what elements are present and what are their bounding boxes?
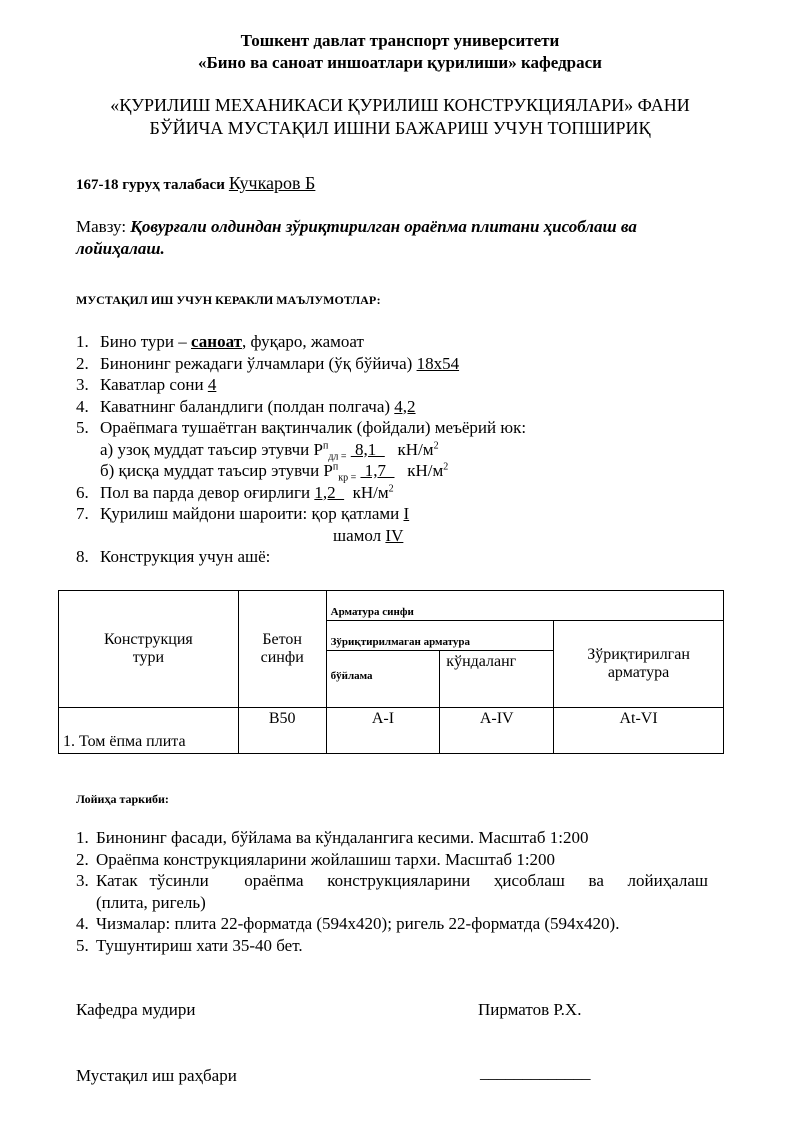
item-text-line2: (плита, ригель) (96, 892, 206, 912)
university-name: Тошкент давлат транспорт университети (240, 31, 560, 50)
short-term-load-value: 1,7 (360, 461, 395, 480)
floor-partition-load-value: 1,2 (314, 482, 345, 502)
item-number: 3. (76, 375, 89, 394)
student-name: Кучкаров Б (228, 173, 316, 193)
requirement-item-7b (76, 525, 716, 547)
header-transverse: кўндаланг (440, 651, 554, 708)
document-title-line2: БЎЙИЧА МУСТАҚИЛ ИШНИ БАЖАРИШ УЧУН ТОПШИРИҚ (149, 118, 651, 138)
header-rebar-class: Арматура синфи (326, 591, 723, 621)
materials-table (58, 590, 724, 754)
superscript: п (332, 461, 339, 473)
item-number: 3. (76, 871, 89, 890)
item-number: 6. (76, 482, 89, 502)
topic-label: Мавзу: (76, 217, 127, 236)
requirement-item-5b (76, 460, 716, 482)
row-concrete-class: В50 (238, 708, 326, 754)
supervisor-label: Мустақил иш раҳбари (76, 1066, 237, 1085)
requirement-item-5 (76, 417, 716, 439)
item-text: Бинонинг режадаги ўлчамлари (ўқ бўйича) (100, 353, 417, 373)
item-text: Каватнинг баландлиги (полдан полгача) (100, 396, 395, 416)
item-text-line1: Катак тўсинли ораёпма конструкцияларини ҳисоблаш ва лойиҳалаш (96, 871, 708, 890)
item-text: Бинонинг фасади, бўйлама ва кўндалангига кесими. Масштаб 1:200 (96, 828, 589, 847)
requirement-item-7 (76, 503, 716, 525)
item-text: Каватлар сони (100, 375, 208, 394)
head-of-department-label: Кафедра мудири (76, 1000, 196, 1019)
requirements-heading: МУСТАҚИЛ ИШ УЧУН КЕРАКЛИ МАЪЛУМОТЛАР: (76, 293, 381, 307)
row-longitudinal-rebar: А-I (326, 708, 440, 754)
unit: кН/м (407, 461, 444, 480)
item-text: шамол (333, 525, 386, 545)
item-number: 7. (76, 504, 89, 523)
item-text: Ораёпмага тушаётган вақтинчалик (фойдали) меъёрий юк: (100, 418, 527, 437)
item-number: 5. (76, 935, 89, 955)
item-number: 2. (76, 353, 89, 373)
subscript: дл = (328, 450, 347, 462)
table-row (59, 708, 724, 754)
header-construction-type (59, 591, 239, 708)
header-concrete-class-text: Бетон синфи (260, 631, 304, 666)
wind-region-value: IV (385, 525, 404, 545)
item-number: 4. (76, 396, 89, 416)
snow-region-value: I (403, 504, 410, 523)
item-number: 1. (76, 332, 89, 351)
header-concrete-class (238, 591, 326, 708)
project-item-2 (76, 849, 708, 871)
row-transverse-rebar: А-IV (440, 708, 554, 754)
item-text: Ораёпма конструкцияларини жойлашиш тархи. Масштаб 1:200 (96, 849, 556, 869)
supervisor-signature-line: _____________ (480, 1063, 591, 1082)
topic-text-line2: лойиҳалаш. (76, 239, 165, 258)
student-line (76, 173, 315, 194)
unit-power: 2 (443, 461, 449, 473)
header-longitudinal: бўйлама (326, 651, 440, 708)
item-text: Конструкция учун ашё: (100, 547, 271, 566)
item-number: 8. (76, 547, 89, 566)
unit: кН/м (397, 439, 434, 459)
item-text: Бино тури – (100, 332, 192, 351)
project-items-list (76, 827, 708, 956)
project-item-1 (76, 827, 708, 849)
subscript: кр = (338, 472, 357, 484)
requirement-item-5a (76, 439, 716, 461)
project-item-4 (76, 913, 708, 935)
item-text: , фуқаро, жамоат (241, 332, 364, 351)
requirement-item-4 (76, 396, 716, 418)
requirement-item-2 (76, 353, 716, 375)
header-prestressed-text: Зўриқтирилган арматура (587, 646, 690, 681)
project-item-5 (76, 935, 708, 957)
item-text: б) қисқа муддат таъсир этувчи Р (100, 461, 333, 480)
unit-power: 2 (388, 482, 394, 494)
student-group: 167-18 гуруҳ талабаси (76, 177, 225, 193)
document-title-line1: «ҚУРИЛИШ МЕХАНИКАСИ ҚУРИЛИШ КОНСТРУКЦИЯЛАРИ» ФАНИ (110, 95, 690, 115)
item-number: 4. (76, 914, 89, 933)
floor-count-value: 4 (207, 375, 217, 394)
header-construction-type-text: Конструкция тури (103, 631, 193, 666)
department-name: «Бино ва саноат иншоатлари қурилиши» кафедраси (198, 53, 602, 72)
item-text: Чизмалар: плита 22-форматда (594х420); ригель 22-форматда (594х420). (96, 914, 620, 933)
unit: кН/м (352, 482, 389, 502)
project-item-3 (76, 870, 708, 913)
requirement-item-1 (76, 331, 716, 353)
floor-height-value: 4,2 (394, 396, 416, 416)
building-dimensions-value: 18х54 (416, 353, 460, 373)
row-prestressed-rebar: Аt-VI (554, 708, 724, 754)
requirements-list (76, 331, 716, 568)
item-number: 5. (76, 418, 89, 437)
unit-power: 2 (433, 439, 439, 451)
item-text: Пол ва парда девор оғирлиги (100, 482, 315, 502)
item-text: Тушунтириш хати 35-40 бет. (96, 935, 303, 955)
superscript: п (322, 439, 329, 451)
project-heading: Лойиҳа таркиби: (76, 792, 169, 806)
item-text: а) узоқ муддат таъсир этувчи Р (100, 439, 323, 459)
item-number: 1. (76, 828, 89, 847)
row-construction-type: 1. Том ёпма плита (59, 708, 239, 754)
topic (76, 216, 716, 260)
item-number: 2. (76, 849, 89, 869)
header-non-prestressed: Зўриқтирилмаган арматура (326, 621, 554, 651)
topic-text-line1: Қовурғали олдиндан зўриқтирилган ораёпма плитани ҳисоблаш ва (130, 217, 637, 236)
head-of-department-name: Пирматов Р.Х. (478, 1000, 582, 1019)
building-type-selected: саноат (191, 332, 242, 351)
requirement-item-3 (76, 374, 716, 396)
requirement-item-6 (76, 482, 716, 504)
item-text: Қурилиш майдони шароити: қор қатлами (100, 504, 404, 523)
requirement-item-8 (76, 546, 716, 568)
header-prestressed (554, 621, 724, 708)
long-term-load-value: 8,1 (350, 439, 385, 459)
